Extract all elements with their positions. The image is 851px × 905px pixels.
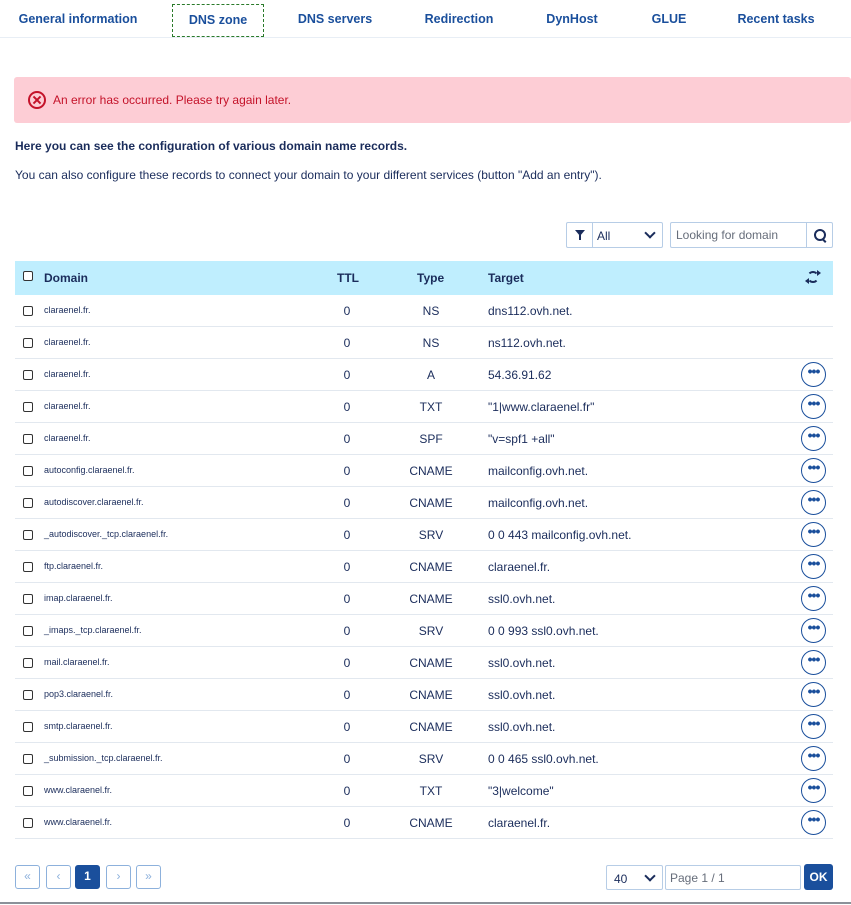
cell-type: TXT	[419, 400, 443, 414]
cell-domain: imap.claraenel.fr.	[44, 593, 113, 603]
header-domain[interactable]: Domain	[44, 271, 89, 285]
cell-target: ssl0.ovh.net.	[488, 592, 556, 606]
tab-recent-tasks[interactable]: Recent tasks	[737, 12, 815, 26]
cell-target: ns112.ovh.net.	[488, 336, 566, 350]
intro-heading: Here you can see the configuration of various domain name records.	[15, 139, 408, 153]
refresh-icon[interactable]	[807, 271, 819, 283]
table-row	[15, 327, 833, 359]
table-row	[15, 455, 833, 487]
cell-domain: claraenel.fr.	[44, 369, 91, 379]
cell-type: CNAME	[409, 560, 453, 574]
row-actions-more-icon[interactable]: •••	[801, 362, 826, 387]
cell-type: CNAME	[409, 656, 453, 670]
cell-domain: claraenel.fr.	[44, 305, 91, 315]
row-actions-more-icon[interactable]: •••	[801, 778, 826, 803]
tab-dynhost[interactable]: DynHost	[546, 12, 598, 26]
row-actions-more-icon[interactable]: •••	[801, 650, 826, 675]
row-actions-more-icon[interactable]: •••	[801, 810, 826, 835]
cell-domain: ftp.claraenel.fr.	[44, 561, 104, 571]
cell-ttl: 0	[343, 400, 351, 414]
dns-records-table	[15, 261, 833, 839]
table-row	[15, 551, 833, 583]
table-row	[15, 391, 833, 423]
table-row	[15, 519, 833, 551]
filter-icon	[567, 223, 593, 247]
cell-type: SRV	[418, 528, 444, 542]
row-actions-more-icon[interactable]: •••	[801, 682, 826, 707]
cell-target: mailconfig.ovh.net.	[488, 464, 589, 478]
cell-ttl: 0	[343, 624, 351, 638]
page-input[interactable]	[666, 866, 800, 889]
cell-ttl: 0	[343, 464, 351, 478]
cell-domain: _autodiscover._tcp.claraenel.fr.	[44, 529, 169, 539]
cell-type: CNAME	[409, 464, 453, 478]
cell-domain: smtp.claraenel.fr.	[44, 721, 113, 731]
cell-ttl: 0	[343, 528, 351, 542]
cell-ttl: 0	[343, 496, 351, 510]
prev-page-button[interactable]: ‹	[46, 865, 71, 889]
row-checkbox[interactable]	[23, 562, 33, 572]
per-page-value: 40	[614, 872, 628, 886]
cell-target: mailconfig.ovh.net.	[488, 496, 589, 510]
table-row	[15, 807, 833, 839]
row-checkbox[interactable]	[23, 722, 33, 732]
tab-redirection[interactable]: Redirection	[424, 12, 494, 26]
table-row	[15, 711, 833, 743]
table-header	[15, 261, 833, 295]
cell-ttl: 0	[343, 336, 351, 350]
row-checkbox[interactable]	[23, 370, 33, 380]
row-checkbox[interactable]	[23, 338, 33, 348]
error-circle-icon	[28, 91, 46, 109]
table-row	[15, 647, 833, 679]
bottom-divider	[0, 902, 851, 904]
cell-type: NS	[422, 336, 440, 350]
domain-search	[670, 222, 833, 248]
row-actions-more-icon[interactable]: •••	[801, 458, 826, 483]
cell-ttl: 0	[343, 816, 351, 830]
cell-target: claraenel.fr.	[488, 816, 551, 830]
cell-type: CNAME	[409, 720, 453, 734]
record-type-filter[interactable]	[566, 222, 663, 248]
row-checkbox[interactable]	[23, 594, 33, 604]
tab-dns-servers[interactable]: DNS servers	[297, 12, 373, 26]
cell-target: "v=spf1 +all"	[488, 432, 555, 446]
tab-glue[interactable]: GLUE	[651, 12, 687, 26]
cell-type: CNAME	[409, 592, 453, 606]
cell-domain: _submission._tcp.claraenel.fr.	[44, 753, 163, 763]
cell-target: 0 0 443 mailconfig.ovh.net.	[488, 528, 632, 542]
table-row	[15, 615, 833, 647]
cell-domain: www.claraenel.fr.	[44, 817, 113, 827]
row-checkbox[interactable]	[23, 434, 33, 444]
row-checkbox[interactable]	[23, 626, 33, 636]
cell-target: "3|welcome"	[488, 784, 554, 798]
row-checkbox[interactable]	[23, 498, 33, 508]
row-actions-more-icon[interactable]: •••	[801, 714, 826, 739]
search-icon[interactable]	[806, 223, 832, 247]
cell-target: dns112.ovh.net.	[488, 304, 573, 318]
per-page-select[interactable]	[606, 865, 663, 890]
table-body	[15, 295, 833, 839]
current-page-button[interactable]: 1	[75, 865, 100, 889]
cell-target: 0 0 993 ssl0.ovh.net.	[488, 624, 599, 638]
row-actions-more-icon[interactable]: •••	[801, 586, 826, 611]
cell-ttl: 0	[343, 304, 351, 318]
cell-target: claraenel.fr.	[488, 560, 551, 574]
cell-target: ssl0.ovh.net.	[488, 688, 556, 702]
cell-ttl: 0	[343, 560, 351, 574]
cell-type: TXT	[419, 784, 443, 798]
tab-general-information[interactable]: General information	[18, 12, 138, 26]
table-row	[15, 775, 833, 807]
first-page-button[interactable]: «	[15, 865, 40, 889]
cell-domain: pop3.claraenel.fr.	[44, 689, 114, 699]
page-number-field	[665, 865, 801, 890]
error-alert	[14, 77, 851, 123]
cell-target: 0 0 465 ssl0.ovh.net.	[488, 752, 599, 766]
chevron-down-icon	[644, 870, 655, 881]
cell-type: SRV	[418, 624, 444, 638]
cell-ttl: 0	[343, 592, 351, 606]
ok-button[interactable]: OK	[804, 864, 833, 890]
header-target[interactable]: Target	[488, 271, 524, 285]
cell-ttl: 0	[343, 720, 351, 734]
cell-type: A	[426, 368, 435, 382]
row-checkbox[interactable]	[23, 690, 33, 700]
last-page-button[interactable]: »	[136, 865, 161, 889]
cell-domain: autoconfig.claraenel.fr.	[44, 465, 135, 475]
cell-domain: claraenel.fr.	[44, 401, 91, 411]
row-actions-more-icon[interactable]: •••	[801, 618, 826, 643]
row-checkbox[interactable]	[23, 402, 33, 412]
cell-ttl: 0	[343, 432, 351, 446]
table-row	[15, 487, 833, 519]
cell-type: SRV	[418, 752, 444, 766]
select-all-checkbox[interactable]	[23, 271, 33, 281]
cell-domain: mail.claraenel.fr.	[44, 657, 110, 667]
intro-text: You can also configure these records to connect your domain to your different services (button "Add an entry").	[15, 168, 602, 182]
row-checkbox[interactable]	[23, 658, 33, 668]
chevron-down-icon	[644, 227, 655, 238]
row-actions-more-icon[interactable]: •••	[801, 490, 826, 515]
cell-target: 54.36.91.62	[488, 368, 552, 382]
header-type[interactable]: Type	[417, 271, 445, 285]
row-checkbox[interactable]	[23, 530, 33, 540]
cell-type: NS	[422, 304, 440, 318]
table-row	[15, 743, 833, 775]
row-checkbox[interactable]	[23, 786, 33, 796]
cell-domain: _imaps._tcp.claraenel.fr.	[44, 625, 142, 635]
cell-type: SPF	[419, 432, 443, 446]
table-row	[15, 583, 833, 615]
cell-ttl: 0	[343, 368, 351, 382]
cell-domain: claraenel.fr.	[44, 337, 91, 347]
error-message: An error has occurred. Please try again later.	[53, 93, 292, 107]
cell-type: CNAME	[409, 688, 453, 702]
next-page-button[interactable]: ›	[106, 865, 131, 889]
row-checkbox[interactable]	[23, 754, 33, 764]
cell-ttl: 0	[343, 656, 351, 670]
filter-value: All	[597, 229, 611, 243]
cell-type: CNAME	[409, 816, 453, 830]
cell-domain: autodiscover.claraenel.fr.	[44, 497, 144, 507]
cell-target: ssl0.ovh.net.	[488, 720, 556, 734]
row-actions-more-icon[interactable]: •••	[801, 426, 826, 451]
row-actions-more-icon[interactable]: •••	[801, 554, 826, 579]
search-input[interactable]	[671, 223, 807, 247]
table-row	[15, 359, 833, 391]
table-row	[15, 295, 833, 327]
table-row	[15, 679, 833, 711]
tab-bar	[0, 0, 851, 38]
tab-dns-zone[interactable]: DNS zone	[172, 4, 264, 37]
row-actions-more-icon[interactable]: •••	[801, 522, 826, 547]
cell-domain: www.claraenel.fr.	[44, 785, 113, 795]
cell-ttl: 0	[343, 784, 351, 798]
row-checkbox[interactable]	[23, 818, 33, 828]
cell-ttl: 0	[343, 752, 351, 766]
cell-target: "1|www.claraenel.fr"	[488, 400, 595, 414]
cell-ttl: 0	[343, 688, 351, 702]
cell-domain: claraenel.fr.	[44, 433, 91, 443]
row-actions-more-icon[interactable]: •••	[801, 746, 826, 771]
table-row	[15, 423, 833, 455]
row-checkbox[interactable]	[23, 306, 33, 316]
cell-target: ssl0.ovh.net.	[488, 656, 556, 670]
cell-type: CNAME	[409, 496, 453, 510]
header-ttl[interactable]: TTL	[337, 271, 359, 285]
row-actions-more-icon[interactable]: •••	[801, 394, 826, 419]
row-checkbox[interactable]	[23, 466, 33, 476]
